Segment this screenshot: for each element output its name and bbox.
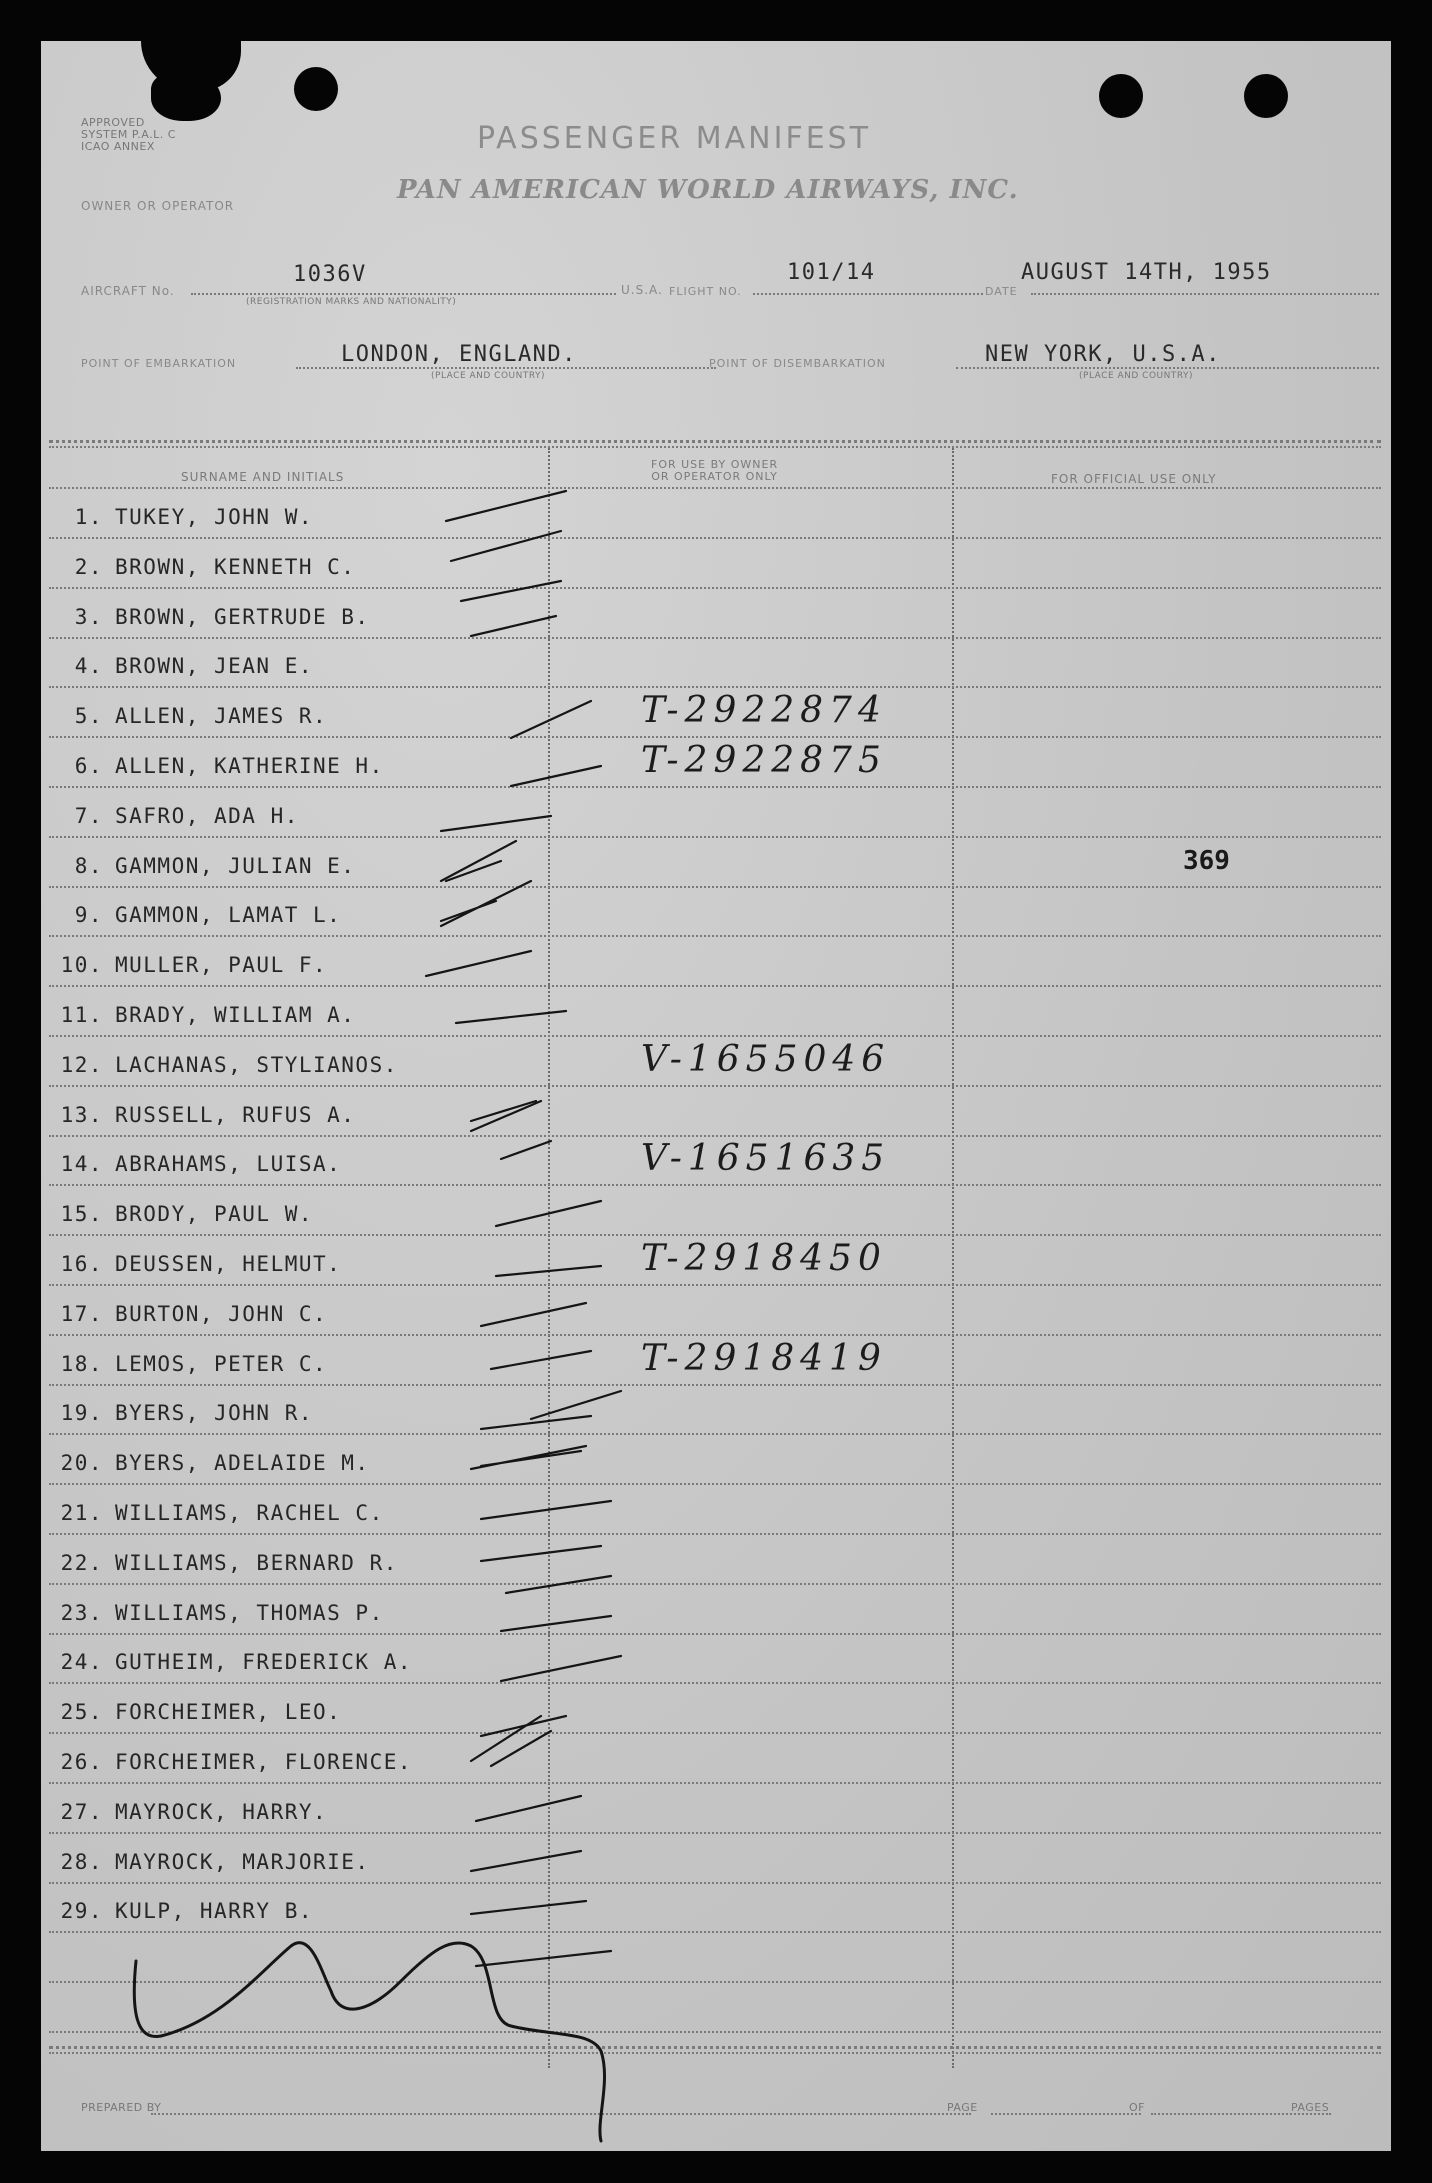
row-number: 13. bbox=[60, 1102, 103, 1127]
row-number: 6. bbox=[74, 754, 103, 778]
check-mark bbox=[481, 1546, 601, 1561]
passenger-name: ABRAHAMS, LUISA. bbox=[115, 1152, 342, 1177]
check-mark bbox=[471, 1101, 541, 1131]
check-mark bbox=[441, 881, 531, 926]
check-mark bbox=[496, 1266, 601, 1276]
row-number: 23. bbox=[60, 1600, 103, 1625]
manifest-sheet bbox=[41, 41, 1391, 2151]
row-number: 9. bbox=[74, 903, 103, 928]
flight-date: AUGUST 14TH, 1955 bbox=[1021, 260, 1272, 285]
aircraft-number: 1036V bbox=[293, 262, 367, 287]
passenger-name: BURTON, JOHN C. bbox=[115, 1301, 328, 1326]
check-mark bbox=[451, 531, 561, 561]
passenger-name: ALLEN, KATHERINE H. bbox=[115, 754, 384, 778]
row-number: 7. bbox=[74, 803, 103, 828]
approval-line-3: ICAO ANNEX bbox=[81, 140, 155, 153]
ticket-number-note: T-2922875 bbox=[641, 740, 887, 781]
passenger-name: WILLIAMS, THOMAS P. bbox=[115, 1600, 384, 1625]
check-mark bbox=[511, 701, 591, 738]
ticket-number-note: T-2922874 bbox=[641, 690, 887, 732]
pages-label: PAGES bbox=[1291, 2101, 1330, 2114]
check-mark bbox=[491, 1351, 591, 1369]
passenger-name: SAFRO, ADA H. bbox=[115, 803, 299, 828]
registration-caption: (REGISTRATION MARKS AND NATIONALITY) bbox=[246, 297, 457, 307]
row-number: 11. bbox=[60, 1003, 103, 1027]
official-number: 369 bbox=[1183, 845, 1230, 876]
passenger-name: MAYROCK, HARRY. bbox=[115, 1799, 328, 1824]
passenger-name: WILLIAMS, BERNARD R. bbox=[115, 1550, 398, 1575]
row-number: 15. bbox=[60, 1202, 103, 1227]
row-number: 27. bbox=[60, 1799, 103, 1824]
passenger-name: BROWN, KENNETH C. bbox=[115, 554, 356, 579]
passenger-name: BROWN, GERTRUDE B. bbox=[115, 604, 370, 629]
disembarkation-value: NEW YORK, U.S.A. bbox=[985, 342, 1221, 367]
passenger-name: GAMMON, LAMAT L. bbox=[115, 903, 342, 928]
embarkation-caption: (PLACE AND COUNTRY) bbox=[431, 371, 546, 381]
row-number: 21. bbox=[60, 1501, 103, 1525]
passenger-name: LEMOS, PETER C. bbox=[115, 1351, 328, 1376]
passenger-name: BRADY, WILLIAM A. bbox=[115, 1003, 356, 1027]
row-number: 29. bbox=[60, 1899, 103, 1924]
owner-label: OWNER OR OPERATOR bbox=[81, 199, 235, 213]
check-mark bbox=[461, 581, 561, 601]
signature-scrawl bbox=[134, 1943, 604, 2141]
flight-number: 101/14 bbox=[787, 260, 876, 285]
approval-line-2: SYSTEM P.A.L. C bbox=[81, 128, 176, 141]
row-number: 12. bbox=[60, 1052, 103, 1077]
check-mark bbox=[531, 1391, 621, 1419]
row-number: 5. bbox=[74, 704, 103, 729]
passenger-name: LACHANAS, STYLIANOS. bbox=[115, 1052, 398, 1077]
approval-line-1: APPROVED bbox=[81, 116, 145, 129]
row-number: 22. bbox=[60, 1550, 103, 1575]
row-number: 26. bbox=[60, 1750, 103, 1774]
check-mark bbox=[511, 766, 601, 786]
ticket-number-note: T-2918450 bbox=[641, 1238, 887, 1279]
row-number: 1. bbox=[74, 505, 103, 529]
row-number: 25. bbox=[60, 1700, 103, 1725]
row-number: 4. bbox=[74, 654, 103, 679]
row-number: 17. bbox=[60, 1301, 103, 1326]
check-mark bbox=[506, 1576, 611, 1593]
row-number: 19. bbox=[60, 1401, 103, 1426]
passenger-name: GUTHEIM, FREDERICK A. bbox=[115, 1650, 413, 1675]
passenger-name: BROWN, JEAN E. bbox=[115, 654, 314, 679]
nationality: U.S.A. bbox=[621, 283, 663, 297]
row-number: 2. bbox=[74, 554, 103, 579]
row-number: 18. bbox=[60, 1351, 103, 1376]
pen-marks bbox=[41, 41, 1391, 2151]
embarkation-value: LONDON, ENGLAND. bbox=[341, 342, 577, 367]
passenger-name: DEUSSEN, HELMUT. bbox=[115, 1252, 342, 1276]
check-mark bbox=[426, 951, 531, 976]
passenger-name: ALLEN, JAMES R. bbox=[115, 704, 328, 729]
disembarkation-caption: (PLACE AND COUNTRY) bbox=[1079, 371, 1194, 381]
row-number: 20. bbox=[60, 1451, 103, 1476]
passenger-name: WILLIAMS, RACHEL C. bbox=[115, 1501, 384, 1525]
page-label: PAGE bbox=[947, 2101, 978, 2114]
check-mark bbox=[471, 1716, 551, 1766]
row-number: 3. bbox=[74, 604, 103, 629]
check-mark bbox=[481, 1501, 611, 1519]
check-mark bbox=[476, 1796, 581, 1821]
row-number: 14. bbox=[60, 1152, 103, 1177]
ticket-number-note: V-1655046 bbox=[641, 1038, 891, 1080]
company-name: PAN AMERICAN WORLD AIRWAYS, INC. bbox=[397, 175, 1019, 205]
passenger-name: BRODY, PAUL W. bbox=[115, 1202, 314, 1227]
check-mark bbox=[481, 1303, 586, 1326]
passenger-name: FORCHEIMER, FLORENCE. bbox=[115, 1750, 413, 1774]
check-mark bbox=[471, 616, 556, 636]
flight-label: FLIGHT NO. bbox=[669, 285, 742, 298]
date-label: DATE bbox=[985, 285, 1018, 298]
row-number: 24. bbox=[60, 1650, 103, 1675]
col-header-surname: SURNAME AND INITIALS bbox=[181, 470, 345, 484]
prepared-label: PREPARED BY bbox=[81, 2101, 162, 2114]
form-title: PASSENGER MANIFEST bbox=[477, 121, 872, 156]
col-header-owner-line-2: OR OPERATOR ONLY bbox=[651, 470, 778, 483]
check-mark bbox=[446, 491, 566, 521]
check-mark bbox=[471, 1901, 586, 1914]
check-mark bbox=[501, 1141, 551, 1159]
check-mark bbox=[496, 1201, 601, 1226]
passenger-name: KULP, HARRY B. bbox=[115, 1899, 314, 1924]
passenger-name: GAMMON, JULIAN E. bbox=[115, 853, 356, 878]
check-mark bbox=[501, 1616, 611, 1631]
check-mark bbox=[476, 1951, 611, 1966]
check-mark bbox=[456, 1011, 566, 1023]
ticket-number-note: T-2918419 bbox=[641, 1337, 887, 1379]
disembarkation-label: POINT OF DISEMBARKATION bbox=[709, 357, 886, 370]
passenger-name: TUKEY, JOHN W. bbox=[115, 505, 314, 529]
check-mark bbox=[441, 841, 516, 881]
passenger-name: MULLER, PAUL F. bbox=[115, 953, 328, 978]
col-header-official: FOR OFFICIAL USE ONLY bbox=[1051, 472, 1217, 486]
row-number: 10. bbox=[60, 953, 103, 978]
passenger-name: BYERS, ADELAIDE M. bbox=[115, 1451, 370, 1476]
aircraft-label: AIRCRAFT No. bbox=[81, 284, 175, 298]
passenger-name: RUSSELL, RUFUS A. bbox=[115, 1102, 356, 1127]
row-number: 16. bbox=[60, 1252, 103, 1276]
check-mark bbox=[471, 1851, 581, 1871]
col-header-owner-line-1: FOR USE BY OWNER bbox=[651, 458, 779, 471]
passenger-name: BYERS, JOHN R. bbox=[115, 1401, 314, 1426]
passenger-name: FORCHEIMER, LEO. bbox=[115, 1700, 342, 1725]
embarkation-label: POINT OF EMBARKATION bbox=[81, 357, 237, 370]
of-label: OF bbox=[1129, 2101, 1145, 2114]
row-number: 8. bbox=[74, 853, 103, 878]
check-mark bbox=[471, 1446, 586, 1469]
check-mark bbox=[501, 1656, 621, 1681]
passenger-name: MAYROCK, MARJORIE. bbox=[115, 1849, 370, 1874]
row-number: 28. bbox=[60, 1849, 103, 1874]
ticket-number-note: V-1651635 bbox=[641, 1138, 891, 1180]
check-mark bbox=[441, 816, 551, 831]
